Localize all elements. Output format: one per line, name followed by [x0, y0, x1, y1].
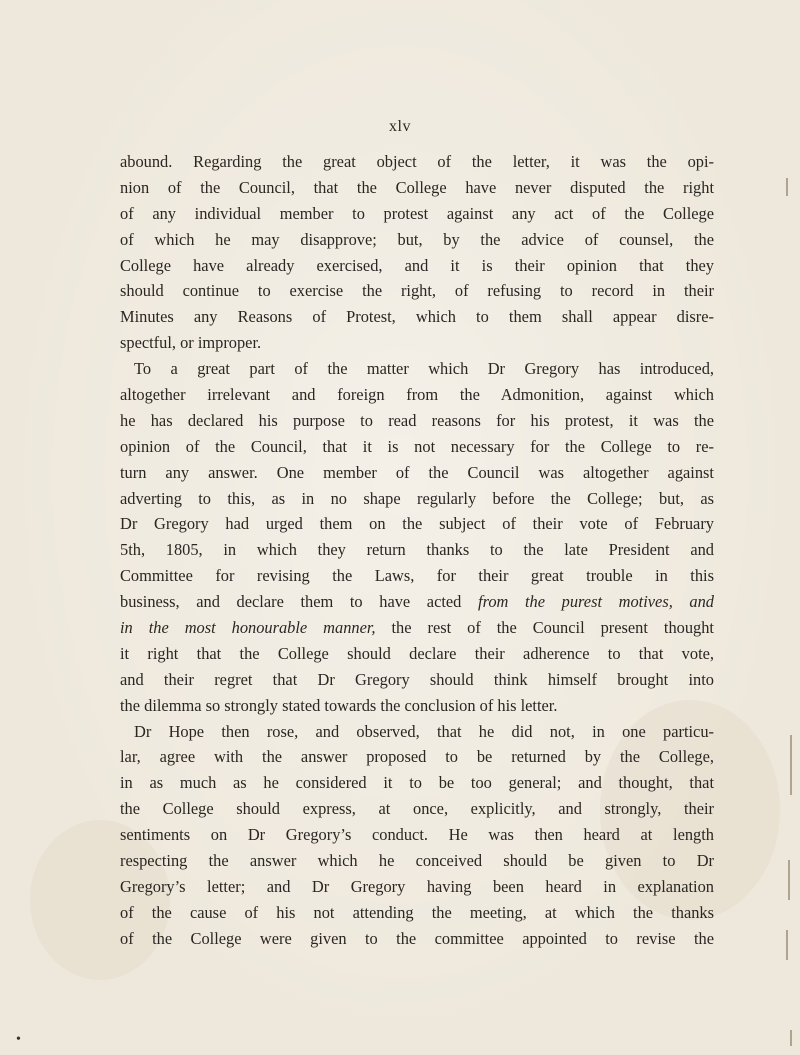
- text-run: business, and declare them to have acted: [120, 592, 462, 612]
- text-line: Dr Gregory had urged them on the subject of their vote of February: [120, 514, 714, 534]
- text-line: abound. Regarding the great object of the letter, it was the opi-: [120, 152, 714, 171]
- text-line: the College should express, at once, explicitly, and strongly, their: [120, 799, 714, 819]
- text-line: altogether irrelevant and foreign from the Admonition, against which: [120, 385, 714, 405]
- text-line-mixed: [120, 589, 714, 615]
- text-line: nion of the Council, that the College have never disputed the right: [120, 177, 714, 197]
- text-line: of the College were given to the committee appointed to revise the: [120, 928, 714, 948]
- text-line: the dilemma so strongly stated towards the conclusion of his letter.: [120, 695, 558, 715]
- text-line: of the cause of his not attending the meeting, at which the thanks: [120, 902, 714, 922]
- text-line: turn any answer. One member of the Council was altogether against: [120, 462, 714, 482]
- text-line: he has declared his purpose to read reasons for his protest, it was the: [120, 410, 714, 430]
- text-line: of any individual member to protest against any act of the College: [120, 203, 714, 223]
- text-line: spectful, or improper.: [120, 333, 262, 353]
- ink-speck: •: [16, 1032, 21, 1047]
- text-line: sentiments on Dr Gregory’s conduct. He was then heard at length: [120, 825, 714, 845]
- text-line: 5th, 1805, in which they return thanks to the late President and: [120, 540, 714, 560]
- margin-mark: [790, 1030, 792, 1046]
- page-number: xlv: [389, 118, 411, 135]
- text-line: adverting to this, as in no shape regularly before the College; but, as: [120, 488, 714, 508]
- margin-mark: [786, 178, 788, 196]
- text-line: Committee for revising the Laws, for their great trouble in this: [120, 566, 714, 586]
- text-line: lar, agree with the answer proposed to be returned by the College,: [120, 747, 714, 767]
- text-line: Dr Hope then rose, and observed, that he did not, in one particu-: [134, 721, 714, 741]
- text-line: Gregory’s letter; and Dr Gregory having been heard in explanation: [120, 876, 714, 896]
- margin-mark: [786, 930, 788, 960]
- margin-mark: [790, 735, 792, 795]
- text-run: the rest of the Council present thought: [391, 618, 714, 638]
- text-line-mixed: [120, 615, 714, 641]
- italic-run: from the purest motives, and: [478, 592, 714, 612]
- text-line: opinion of the Council, that it is not necessary for the College to re-: [120, 436, 714, 456]
- italic-run: in the most honourable manner,: [120, 618, 376, 638]
- text-line: it right that the College should declare their adherence to that vote,: [120, 643, 714, 663]
- text-line: respecting the answer which he conceived should be given to Dr: [120, 851, 714, 871]
- body-text: [120, 149, 714, 952]
- margin-mark: [788, 860, 790, 900]
- text-line: should continue to exercise the right, of refusing to record in their: [120, 281, 714, 301]
- text-line: and their regret that Dr Gregory should think himself brought into: [120, 669, 714, 689]
- text-line: in as much as he considered it to be too general; and thought, that: [120, 773, 714, 793]
- text-line: of which he may disapprove; but, by the advice of counsel, the: [120, 229, 714, 249]
- text-line: To a great part of the matter which Dr Gregory has introduced,: [134, 359, 714, 379]
- text-line: Minutes any Reasons of Protest, which to them shall appear disre-: [120, 307, 714, 327]
- text-line: College have already exercised, and it is their opinion that they: [120, 255, 714, 275]
